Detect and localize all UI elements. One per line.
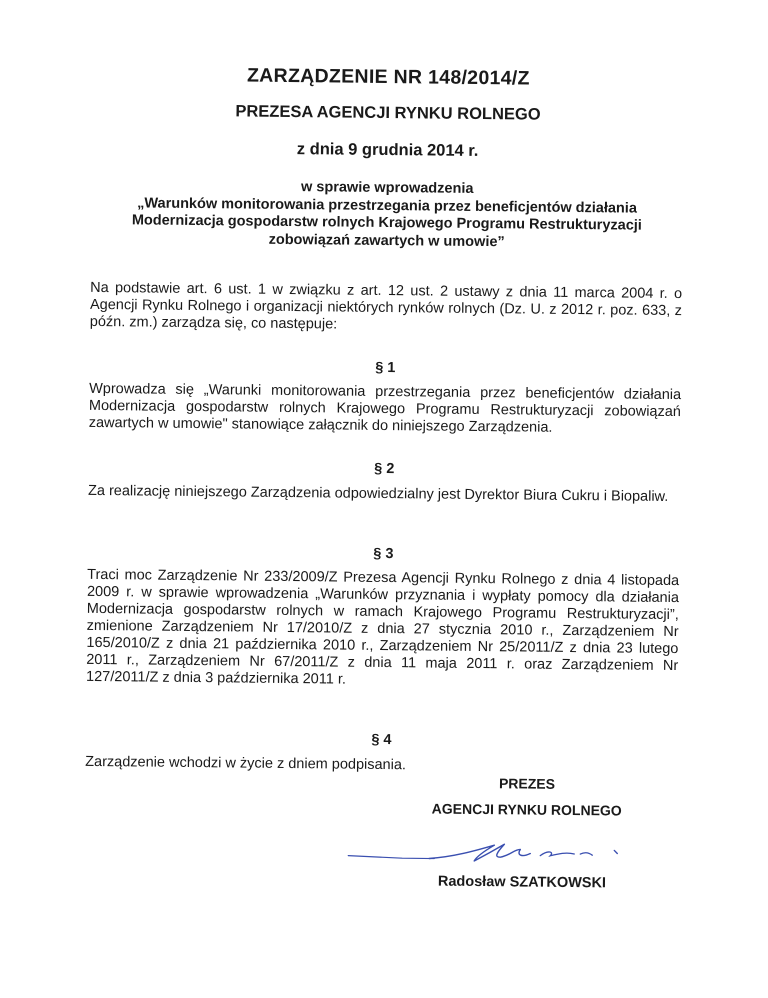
- document-issuer: PREZESA AGENCJI RYNKU ROLNEGO: [235, 102, 541, 124]
- document-subject: [83, 177, 692, 253]
- section-4-mark: § 4: [371, 731, 392, 749]
- section-3-text: Traci moc Zarządzenie Nr 233/2009/Z Prezesa Agencji Rynku Rolnego z dnia 4 listopada 2009 r. w sprawie wprowadzenia „Warunków przyznania i wypłaty pomocy dla działania Modernizacja gospodarstw rolnych w ramach Krajowego Programu Restrukturyzacji”, zmienione Zarządzeniem Nr 17/2010/Z z dnia 27 stycznia 2010 r., Zarządzeniem Nr 165/2010/Z z dnia 21 października 2010 r., Zarządzeniem Nr 25/2011/Z z dnia 23 lutego 2011 r., Zarządzeniem Nr 67/2011/Z z dnia 11 maja 2011 r. oraz Zarządzeniem Nr 127/2011/Z z dnia 3 października 2011 r.: [86, 566, 680, 688]
- section-1-mark: § 1: [375, 359, 396, 377]
- section-2-mark: § 2: [374, 460, 395, 478]
- subject-line-2: „Warunków monitorowania przestrzegania przez beneficjentów działania: [137, 194, 638, 217]
- subject-line-3: Modernizacja gospodarstw rolnych Krajowego Programu Restrukturyzacji: [131, 212, 642, 234]
- document-title: ZARZĄDZENIE NR 148/2014/Z: [246, 64, 530, 90]
- signatory-name: Radosław SZATKOWSKI: [437, 873, 607, 892]
- document-date: z dnia 9 grudnia 2014 r.: [296, 140, 479, 160]
- subject-line-1: w sprawie wprowadzenia: [300, 179, 474, 197]
- section-3-mark: § 3: [373, 545, 394, 563]
- signature-role-2: AGENCJI RYNKU ROLNEGO: [431, 800, 622, 819]
- signature-stroke-line: [348, 856, 434, 859]
- signature-stroke-tail: [540, 852, 592, 856]
- signature-role-1: PREZES: [498, 775, 556, 792]
- section-1-text: Wprowadza się „Warunki monitorowania przestrzegania przez beneficjentów działania Modernizacja gospodarstw rolnych Krajowego Programu Restrukturyzacji zobowiązań zawartych w umowie" stanowiące załącznik do niniejszego Zarządzenia.: [88, 380, 682, 436]
- signature-stroke-main: [429, 843, 530, 861]
- signature-stroke-dot: [614, 850, 617, 853]
- subject-line-4: zobowiązań zawartych w umowie”: [268, 231, 505, 250]
- section-4-text: Zarządzenie wchodzi w życie z dniem podpisania.: [85, 753, 407, 774]
- handwritten-signature: [344, 838, 634, 871]
- preamble-paragraph: Na podstawie art. 6 ust. 1 w związku z art. 12 ust. 2 ustawy z dnia 11 marca 2004 r. o Agencji Rynku Rolnego i organizacji niektórych rynków rolnych (Dz. U. z 2012 r. poz. 633, z późn. zm.) zarządza się, co następuje:: [89, 279, 683, 333]
- section-2-text: Za realizację niniejszego Zarządzenia odpowiedzialny jest Dyrektor Biura Cukru i Biopaliw.: [87, 482, 669, 505]
